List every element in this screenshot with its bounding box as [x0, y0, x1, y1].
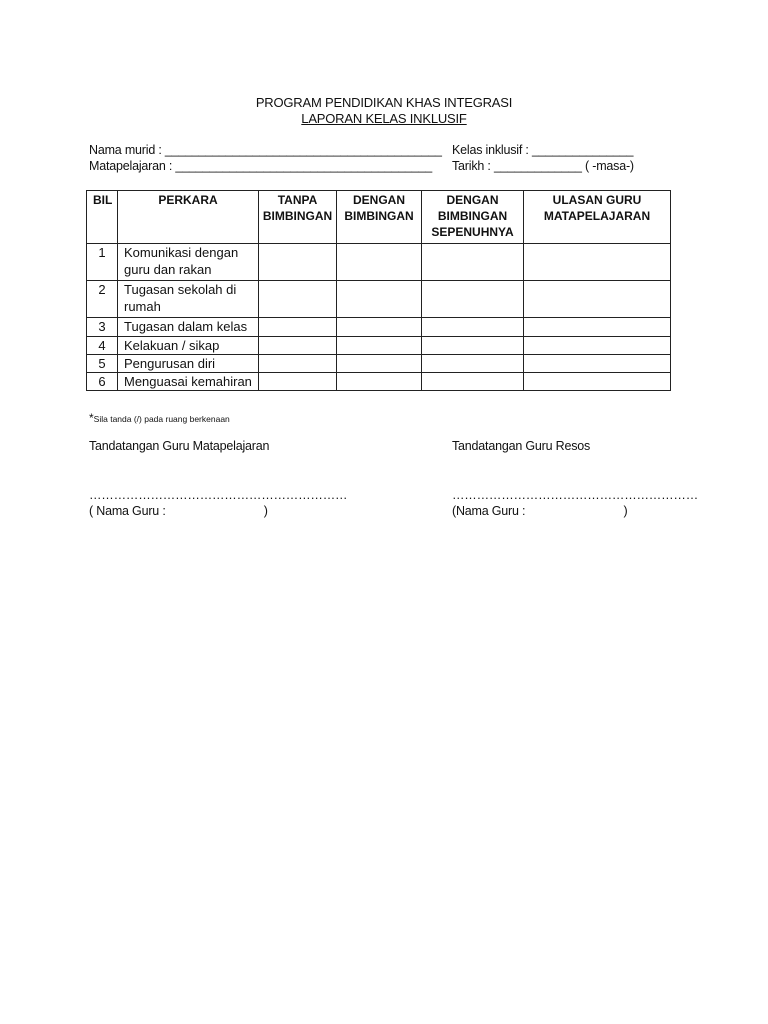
table-row	[87, 355, 671, 373]
instruction-note	[89, 411, 230, 425]
inclusive-class-field: Kelas inklusif : _______________	[452, 143, 634, 157]
student-name-field: Nama murid : _________________________________________	[89, 143, 442, 157]
cell-tanpa[interactable]	[259, 373, 337, 391]
row-item: Tugasan sekolah di rumah	[118, 281, 259, 318]
cell-ulasan[interactable]	[524, 244, 671, 281]
cell-sepenuhnya[interactable]	[422, 281, 524, 318]
col-header-bimbingan-sepenuhnya: DENGAN BIMBINGAN SEPENUHNYA	[422, 191, 524, 244]
cell-ulasan[interactable]	[524, 355, 671, 373]
table-row	[87, 281, 671, 318]
row-number: 2	[87, 281, 118, 318]
document-subtitle: LAPORAN KELAS INKLUSIF	[301, 111, 467, 126]
subject-teacher-name: ( Nama Guru : )	[89, 504, 268, 518]
cell-ulasan[interactable]	[524, 373, 671, 391]
cell-dengan[interactable]	[337, 318, 422, 337]
cell-sepenuhnya[interactable]	[422, 318, 524, 337]
cell-dengan[interactable]	[337, 373, 422, 391]
report-table	[86, 190, 671, 391]
row-number: 5	[87, 355, 118, 373]
date-field: Tarikh : _____________ ( -masa-)	[452, 159, 634, 173]
col-header-perkara: PERKARA	[118, 191, 259, 244]
cell-dengan[interactable]	[337, 355, 422, 373]
cell-sepenuhnya[interactable]	[422, 355, 524, 373]
cell-ulasan[interactable]	[524, 281, 671, 318]
cell-dengan[interactable]	[337, 281, 422, 318]
subject-teacher-signature-label: Tandatangan Guru Matapelajaran	[89, 439, 270, 453]
cell-sepenuhnya[interactable]	[422, 373, 524, 391]
table-header-row	[87, 191, 671, 244]
row-item: Menguasai kemahiran	[118, 373, 259, 391]
note-asterisk: *	[89, 411, 94, 425]
resos-teacher-signature-line: ……………………………………………………	[452, 488, 699, 502]
cell-tanpa[interactable]	[259, 244, 337, 281]
row-item: Komunikasi dengan guru dan rakan	[118, 244, 259, 281]
cell-sepenuhnya[interactable]	[422, 337, 524, 355]
row-number: 6	[87, 373, 118, 391]
subject-teacher-signature-line: ………………………………………………………	[89, 488, 348, 502]
col-header-ulasan-guru: ULASAN GURU MATAPELAJARAN	[524, 191, 671, 244]
cell-dengan[interactable]	[337, 244, 422, 281]
row-number: 4	[87, 337, 118, 355]
resos-teacher-name: (Nama Guru : )	[452, 504, 628, 518]
row-number: 3	[87, 318, 118, 337]
resos-teacher-signature-label: Tandatangan Guru Resos	[452, 439, 591, 453]
cell-tanpa[interactable]	[259, 281, 337, 318]
document-title: PROGRAM PENDIDIKAN KHAS INTEGRASI	[255, 95, 513, 110]
cell-sepenuhnya[interactable]	[422, 244, 524, 281]
subject-field: Matapelajaran : ______________________________________	[89, 159, 433, 173]
cell-tanpa[interactable]	[259, 318, 337, 337]
row-number: 1	[87, 244, 118, 281]
table-row	[87, 337, 671, 355]
row-item: Kelakuan / sikap	[118, 337, 259, 355]
table-row	[87, 244, 671, 281]
col-header-tanpa-bimbingan: TANPA BIMBINGAN	[259, 191, 337, 244]
cell-tanpa[interactable]	[259, 337, 337, 355]
cell-ulasan[interactable]	[524, 318, 671, 337]
table-row	[87, 318, 671, 337]
row-item: Pengurusan diri	[118, 355, 259, 373]
cell-dengan[interactable]	[337, 337, 422, 355]
cell-tanpa[interactable]	[259, 355, 337, 373]
col-header-dengan-bimbingan: DENGAN BIMBINGAN	[337, 191, 422, 244]
note-text: Sila tanda (/) pada ruang berkenaan	[93, 414, 230, 424]
cell-ulasan[interactable]	[524, 337, 671, 355]
row-item: Tugasan dalam kelas	[118, 318, 259, 337]
col-header-bil: BIL	[87, 191, 118, 244]
table-row	[87, 373, 671, 391]
